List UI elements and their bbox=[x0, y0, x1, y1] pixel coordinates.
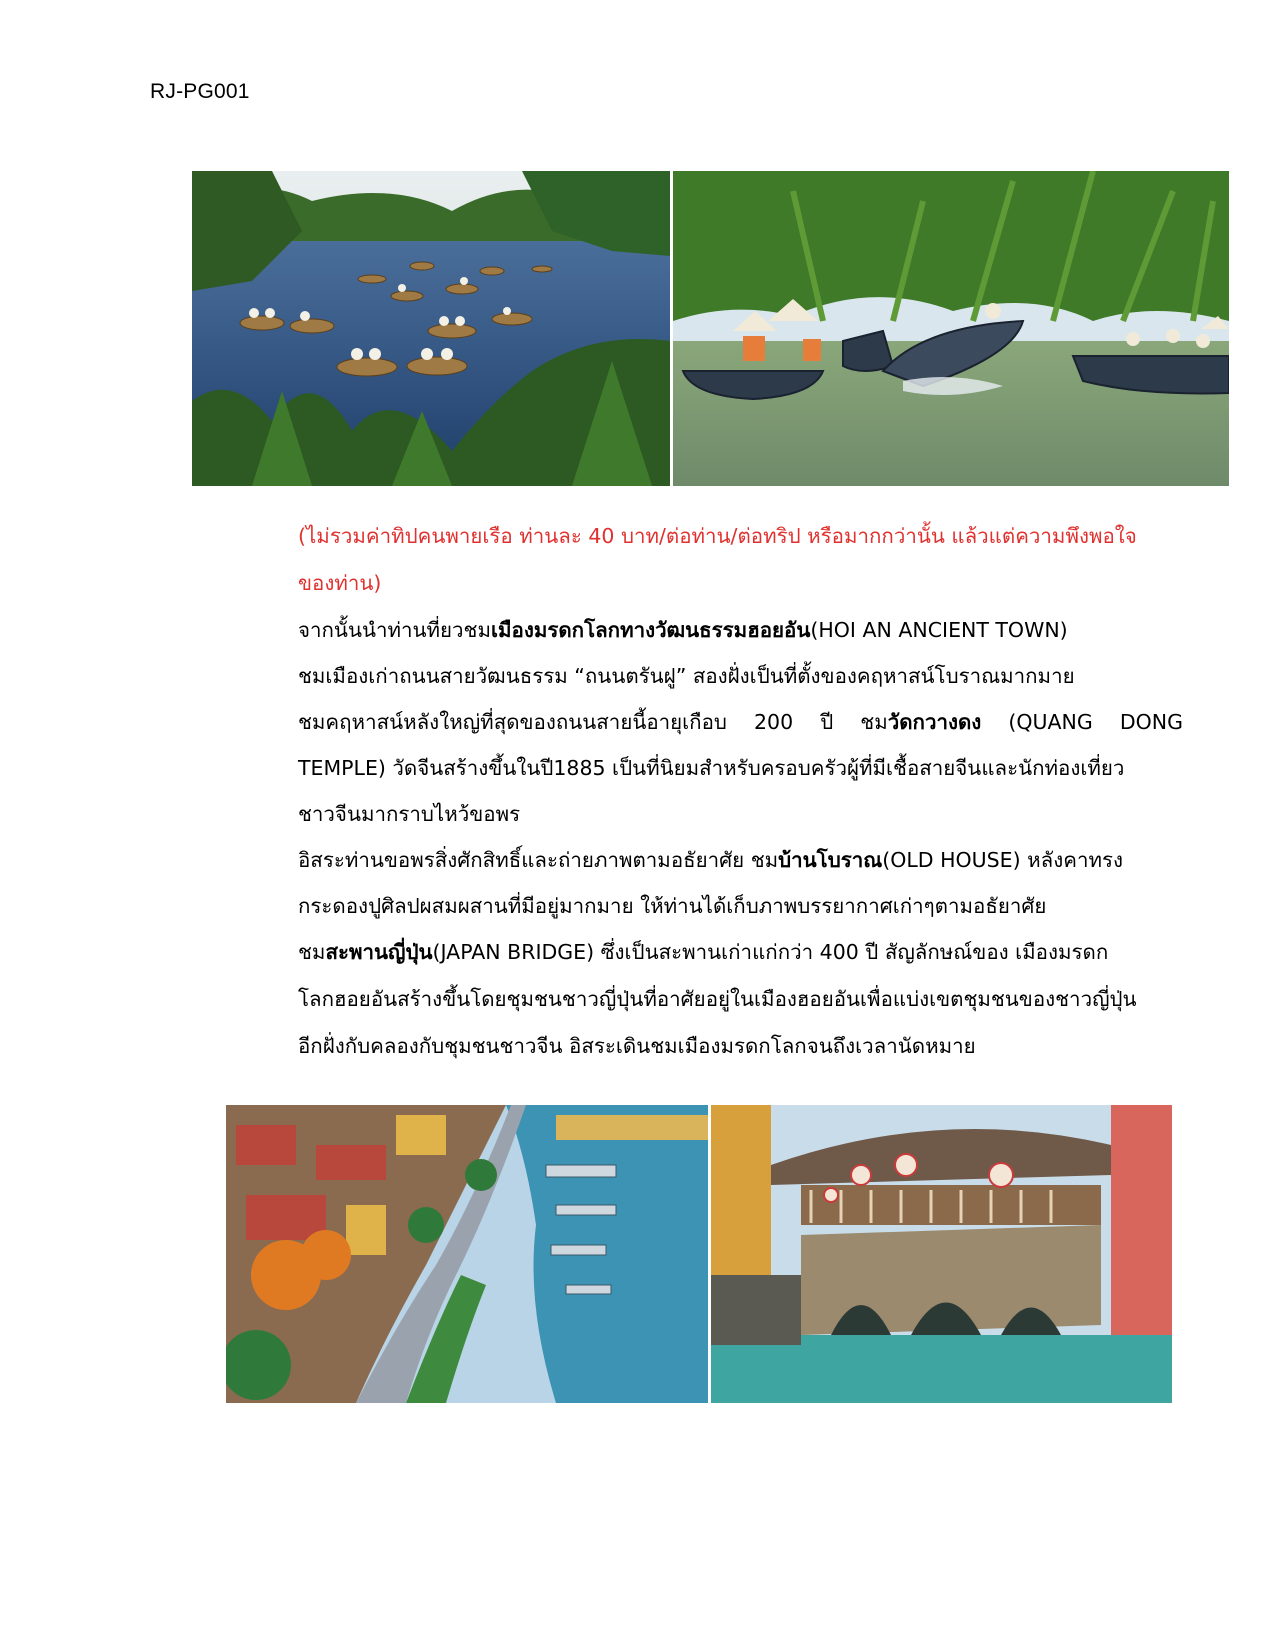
tour-description bbox=[298, 513, 1183, 1070]
text-span: ชม bbox=[298, 940, 326, 965]
old-house-line bbox=[298, 837, 1183, 883]
bottom-photo-row bbox=[226, 1105, 1172, 1403]
tip-note-line-2: ของท่าน) bbox=[298, 571, 382, 596]
text-span: (OLD HOUSE) หลังคาทรง bbox=[882, 847, 1123, 872]
old-house-description-line: กระดองปูศิลปผสมผสานที่มีอยู่มากมาย ให้ท่านได้เก็บภาพบรรยากาศเก่าๆตามอธัยาศัย bbox=[298, 893, 1047, 918]
tran-phu-street-line: ชมเมืองเก่าถนนสายวัฒนธรรม “ถนนตรันฝู” สองฝั่งเป็นที่ตั้งของคฤหาสน์โบราณมากมาย bbox=[298, 663, 1075, 688]
text-span: (JAPAN BRIDGE) ซึ่งเป็นสะพานเก่าแก่กว่า 400 ปี สัญลักษณ์ของ เมืองมรดก bbox=[432, 940, 1109, 965]
text-span: อิสระท่านขอพรสิ่งศักสิทธิ์และถ่ายภาพตามอธัยาศัย ชม bbox=[298, 847, 779, 872]
old-house-heading: บ้านโบราณ bbox=[778, 847, 883, 872]
coconut-forest-boats-icon bbox=[673, 171, 1229, 486]
hoi-an-heading: เมืองมรดกโลกทางวัฒนธรรมฮอยอัน bbox=[491, 617, 811, 642]
hoi-an-intro-line bbox=[298, 607, 1183, 653]
document-code: RJ-PG001 bbox=[150, 80, 250, 103]
japan-bridge-history-line: โลกฮอยอันสร้างขึ้นโดยชุมชนชาวญี่ปุ่นที่อาศัยอยู่ในเมืองฮอยอันเพื่อแบ่งเขตชุมชนของชาวญี่ปุ่น bbox=[298, 987, 1137, 1012]
free-time-line: อีกฝั่งกับคลองกับชุมชนชาวจีน อิสระเดินชมเมืองมรดกโลกจนถึงเวลานัดหมาย bbox=[298, 1034, 976, 1059]
hoi-an-riverside-aerial-icon bbox=[226, 1105, 708, 1403]
basket-boat-river-icon bbox=[192, 171, 670, 486]
quang-dong-line bbox=[298, 699, 1183, 745]
quang-dong-heading: วัดกวางดง bbox=[887, 710, 982, 734]
japanese-covered-bridge-icon bbox=[711, 1105, 1172, 1403]
temple-description-line: TEMPLE) วัดจีนสร้างขึ้นในปี1885 เป็นที่นิยมสำหรับครอบครัวผู้ที่มีเชื้อสายจีนและนักท่องเที่ยว bbox=[298, 755, 1125, 780]
text-span: จากนั้นนำท่านที่ยวชม bbox=[298, 617, 491, 642]
text-span: (HOI AN ANCIENT TOWN) bbox=[810, 617, 1068, 642]
japan-bridge-heading: สะพานญี่ปุ่น bbox=[325, 940, 433, 965]
temple-worship-line: ชาวจีนมากราบไหว้ขอพร bbox=[298, 801, 521, 826]
tip-note-line-1: (ไม่รวมค่าทิปคนพายเรือ ท่านละ 40 บาท/ต่อท่าน/ต่อทริป หรือมากกว่านั้น แล้วแต่ความพึงพอใจ bbox=[298, 524, 1137, 549]
japan-bridge-line bbox=[298, 929, 1183, 976]
text-span: (QUANG DONG bbox=[981, 710, 1183, 734]
top-photo-row bbox=[192, 171, 1229, 486]
text-span: ชมคฤหาสน์หลังใหญ่ที่สุดของถนนสายนี้อายุเกือบ 200 ปี ชม bbox=[298, 710, 888, 734]
